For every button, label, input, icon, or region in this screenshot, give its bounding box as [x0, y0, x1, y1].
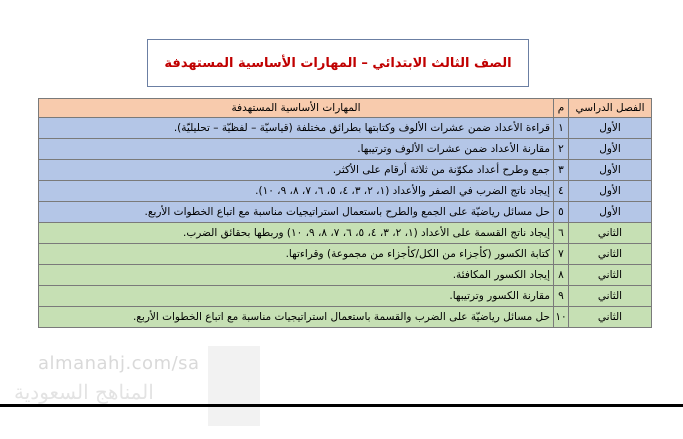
- skill-cell: حل مسائل رياضيّة على الضرب والقسمة باستعمال استراتيجيات مناسبة مع اتباع الخطوات الأربع.: [39, 307, 554, 328]
- table-header-row: [39, 99, 652, 118]
- skill-cell: قراءة الأعداد ضمن عشرات الألوف وكتابتها بطرائق مختلفة (قياسيّة – لفظيّة – تحليليّة).: [39, 118, 554, 139]
- watermark-square: [208, 346, 260, 426]
- term-cell: الثاني: [569, 244, 652, 265]
- header-num: م: [554, 99, 569, 118]
- num-cell: ٦: [554, 223, 569, 244]
- term-cell: الأول: [569, 139, 652, 160]
- num-cell: ٩: [554, 286, 569, 307]
- table-row: [39, 139, 652, 160]
- table-row: [39, 118, 652, 139]
- term-cell: الأول: [569, 160, 652, 181]
- page-title: الصف الثالث الابتدائي – المهارات الأساسية المستهدفة: [164, 55, 512, 71]
- table-row: [39, 265, 652, 286]
- skill-cell: إيجاد الكسور المكافئة.: [39, 265, 554, 286]
- skill-cell: مقارنة الأعداد ضمن عشرات الألوف وترتيبها.: [39, 139, 554, 160]
- num-cell: ٢: [554, 139, 569, 160]
- num-cell: ٤: [554, 181, 569, 202]
- term-cell: الأول: [569, 181, 652, 202]
- bottom-divider: [0, 404, 683, 407]
- skill-cell: مقارنة الكسور وترتيبها.: [39, 286, 554, 307]
- table-row: [39, 223, 652, 244]
- term-cell: الثاني: [569, 265, 652, 286]
- skill-cell: إيجاد ناتج الضرب في الصفر والأعداد (١، ٢، ٣، ٤، ٥، ٦، ٧، ٨، ٩، ١٠).: [39, 181, 554, 202]
- skill-cell: حل مسائل رياضيّة على الجمع والطرح باستعمال استراتيجيات مناسبة مع اتباع الخطوات الأربع.: [39, 202, 554, 223]
- term-cell: الثاني: [569, 307, 652, 328]
- skill-cell: إيجاد ناتج القسمة على الأعداد (١، ٢، ٣، ٤، ٥، ٦، ٧، ٨، ٩، ١٠) وربطها بحقائق الضرب.: [39, 223, 554, 244]
- table-row: [39, 286, 652, 307]
- num-cell: ٣: [554, 160, 569, 181]
- num-cell: ٧: [554, 244, 569, 265]
- watermark-url: almanahj.com/sa: [38, 353, 200, 374]
- num-cell: ٥: [554, 202, 569, 223]
- table-row: [39, 181, 652, 202]
- num-cell: ٨: [554, 265, 569, 286]
- skill-cell: جمع وطرح أعداد مكوّنة من ثلاثة أرقام على الأكثر.: [39, 160, 554, 181]
- skill-cell: كتابة الكسور (كأجزاء من الكل/كأجزاء من مجموعة) وقراءتها.: [39, 244, 554, 265]
- term-cell: الثاني: [569, 286, 652, 307]
- table-row: [39, 202, 652, 223]
- num-cell: ١: [554, 118, 569, 139]
- table-row: [39, 244, 652, 265]
- term-cell: الأول: [569, 118, 652, 139]
- term-cell: الأول: [569, 202, 652, 223]
- table-row: [39, 307, 652, 328]
- skills-table: [38, 98, 652, 328]
- table-row: [39, 160, 652, 181]
- header-term: الفصل الدراسي: [569, 99, 652, 118]
- page-title-box: [147, 39, 529, 87]
- watermark-logo: المناهج السعودية: [14, 380, 154, 404]
- header-skill: المهارات الأساسية المستهدفة: [39, 99, 554, 118]
- num-cell: ١٠: [554, 307, 569, 328]
- term-cell: الثاني: [569, 223, 652, 244]
